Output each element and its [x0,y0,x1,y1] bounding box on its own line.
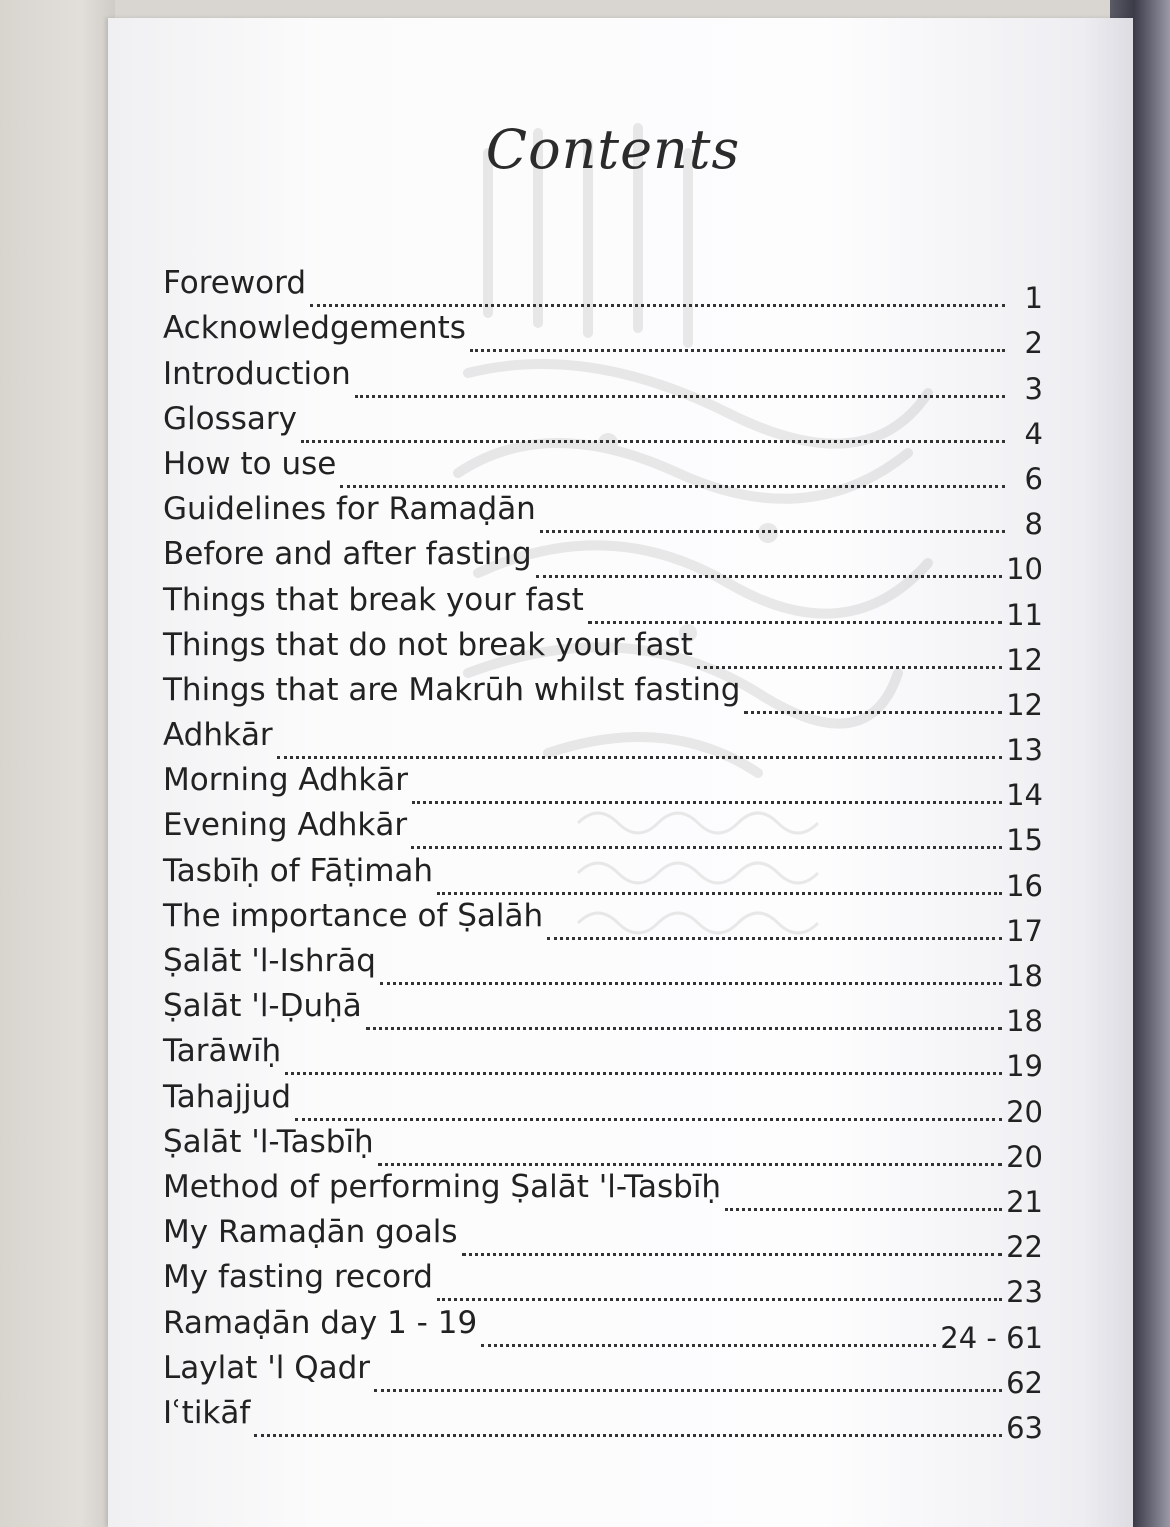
toc-entry [163,943,1043,993]
toc-entry [163,852,1043,903]
toc-entry-page: 18 [1006,959,1043,993]
toc-entry-label: The importance of Ṣalāh [163,897,544,934]
toc-entry [163,717,1043,768]
toc-entry-page: 4 [1024,416,1043,451]
dot-leader [411,846,1002,849]
toc-entry [163,1394,1043,1445]
dot-leader [374,1389,1002,1392]
toc-entry [163,1349,1043,1400]
dot-leader [378,1163,1002,1166]
toc-entry-page: 21 [1006,1184,1043,1219]
toc-entry-page: 3 [1024,371,1043,406]
toc-entry [163,1033,1043,1084]
toc-entry [163,807,1043,858]
page-title: Contents [485,118,741,181]
table-surface-left [0,0,115,1527]
toc-entry-label: My fasting record [163,1259,433,1296]
dot-leader [301,440,1005,443]
dot-leader [462,1253,1003,1256]
dot-leader [254,1434,1002,1437]
toc-entry [163,400,1043,451]
toc-entry-page: 14 [1006,778,1043,813]
toc-entry-label: Adhkār [163,717,273,754]
toc-entry-page: 16 [1006,868,1043,903]
toc-entry [163,1123,1043,1174]
toc-entry [163,1078,1043,1129]
dot-leader [697,666,1002,669]
toc-entry-page: 6 [1024,461,1043,496]
toc-entry-page: 10 [1006,552,1043,587]
toc-entry-label: Things that are Makrūh whilst fasting [163,671,741,708]
toc-entry-label: Tarāwīḥ [163,1033,282,1070]
dot-leader [310,304,1005,307]
toc-entry-label: My Ramaḍān goals [163,1214,458,1251]
toc-entry-label: Tasbīḥ of Fāṭimah [163,852,434,889]
toc-entry [163,1168,1043,1219]
toc-entry [163,626,1043,677]
dot-leader [437,892,1002,895]
toc-entry-page: 20 [1006,1139,1043,1174]
toc-entry-label: Before and after fasting [163,536,532,573]
toc-entry [163,581,1043,632]
dot-leader [412,801,1002,804]
toc-entry-page: 13 [1006,733,1043,768]
toc-entry-label: Iʿtikāf [163,1394,251,1431]
toc-entry-label: Glossary [163,400,297,437]
dot-leader [355,395,1005,398]
toc-entry-page: 17 [1006,913,1043,948]
toc-entry-label: Ṣalāt 'l-Ḍuḥā [163,988,362,1025]
toc-entry-label: Introduction [163,355,351,392]
dot-leader [536,575,1002,578]
book-page [108,18,1133,1527]
dot-leader [295,1118,1002,1121]
dot-leader [277,756,1002,759]
dot-leader [470,349,1005,352]
dot-leader [540,530,1005,533]
toc-entry-label: Evening Adhkār [163,807,408,844]
dot-leader [481,1344,936,1347]
toc-entry-label: Guidelines for Ramaḍān [163,491,536,528]
toc-entry-page: 24 - 61 [940,1320,1043,1355]
toc-entry-page: 15 [1006,823,1043,858]
toc-entry-page: 11 [1006,597,1043,632]
toc-entry [163,1214,1043,1265]
toc-entry-label: Ṣalāt 'l-Tasbīḥ [163,1123,374,1160]
toc-entry-page: 20 [1006,1094,1043,1129]
toc-entry-label: Things that do not break your fast [163,626,693,663]
toc-entry [163,897,1043,948]
dot-leader [437,1298,1002,1301]
toc-entry [163,1259,1043,1310]
toc-entry-page: 62 [1006,1365,1043,1400]
toc-entry-label: Acknowledgements [163,310,466,347]
toc-entry-page: 1 [1024,281,1043,316]
dot-leader [340,485,1005,488]
toc-entry-label: Laylat 'l Qadr [163,1349,371,1386]
toc-entry-page: 19 [1006,1049,1043,1084]
toc-entry-label: Foreword [163,265,307,302]
toc-entry-label: Tahajjud [163,1078,291,1115]
toc-entry-label: Things that break your fast [163,581,584,618]
toc-entry-label: How to use [163,445,337,482]
toc-entry-label: Ṣalāt 'l-Ishrāq [163,943,376,979]
toc-entry-page: 18 [1006,1004,1043,1039]
toc-entry [163,536,1043,587]
dot-leader [588,621,1002,624]
dot-leader [725,1208,1002,1211]
toc-entry-page: 2 [1024,326,1043,361]
toc-entry [163,445,1043,496]
dot-leader [380,982,1002,985]
dot-leader [366,1027,1002,1030]
toc-entry-label: Ramaḍān day 1 - 19 [163,1304,478,1341]
toc-entry-page: 12 [1006,642,1043,677]
toc-entry-label: Method of performing Ṣalāt 'l-Tasbīḥ [163,1168,722,1205]
toc-entry [163,671,1043,722]
toc-entry-page: 8 [1024,507,1043,542]
toc-entry [163,310,1043,361]
toc-entry [163,265,1043,316]
toc-entry [163,355,1043,406]
dot-leader [744,711,1002,714]
toc-entry-page: 23 [1006,1275,1043,1310]
toc-entry [163,491,1043,542]
dot-leader [285,1072,1002,1075]
toc-entry-page: 63 [1006,1410,1043,1445]
toc-entry-label: Morning Adhkār [163,762,409,799]
toc-entry [163,988,1043,1039]
toc-entry [163,1304,1043,1355]
toc-entry-page: 12 [1006,687,1043,722]
toc-entry [163,762,1043,813]
table-of-contents [163,265,1043,1445]
toc-entry-page: 22 [1006,1230,1043,1265]
dot-leader [547,937,1002,940]
